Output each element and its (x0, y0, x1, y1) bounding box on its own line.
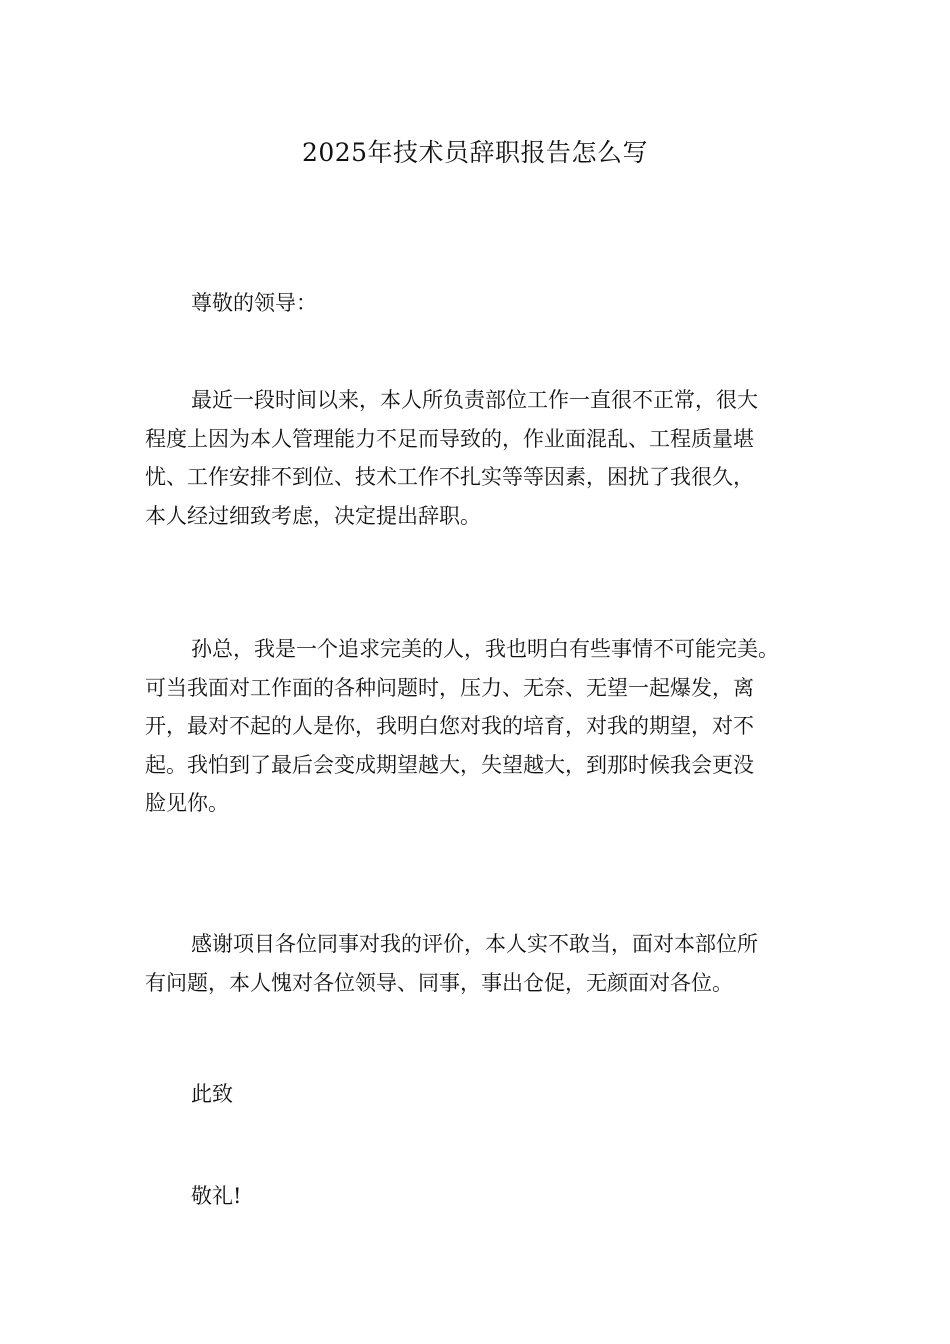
closing-salutation (145, 1075, 815, 1114)
paragraph-line: 脸见你。 (145, 791, 229, 815)
paragraph-line: 开，最对不起的人是你，我明白您对我的培育，对我的期望，对不 (145, 714, 754, 738)
salutation-text: 尊敬的领导： (191, 291, 317, 315)
paragraph-line: 可当我面对工作面的各种问题时，压力、无奈、无望一起爆发，离 (145, 675, 754, 700)
closing-regards (145, 1177, 815, 1216)
paragraph-line: 有问题，本人愧对各位领导、同事，事出仓促，无颜面对各位。 (145, 970, 733, 995)
paragraph-line: 程度上因为本人管理能力不足而导致的，作业面混乱、工程质量堪 (145, 426, 754, 451)
paragraph-line: 最近一段时间以来，本人所负责部位工作一直很不正常，很大 (191, 388, 758, 412)
paragraph-3 (145, 925, 815, 1002)
paragraph-line: 忧、工作安排不到位、技术工作不扎实等等因素，困扰了我很久， (145, 465, 754, 489)
paragraph-line: 本人经过细致考虑，决定提出辞职。 (145, 503, 481, 528)
regards-text: 敬礼! (191, 1184, 242, 1208)
paragraph-2 (145, 630, 815, 823)
salutation (145, 284, 815, 323)
paragraph-line: 感谢项目各位同事对我的评价，本人实不敢当，面对本部位所 (191, 932, 758, 956)
paragraph-line: 孙总，我是一个追求完美的人，我也明白有些事情不可能完美。 (191, 637, 779, 661)
closing-text: 此致 (191, 1082, 233, 1106)
document-title: 2025年技术员辞职报告怎么写 (301, 138, 649, 167)
paragraph-line: 起。我怕到了最后会变成期望越大，失望越大，到那时候我会更没 (145, 752, 754, 777)
paragraph-1 (145, 381, 815, 535)
